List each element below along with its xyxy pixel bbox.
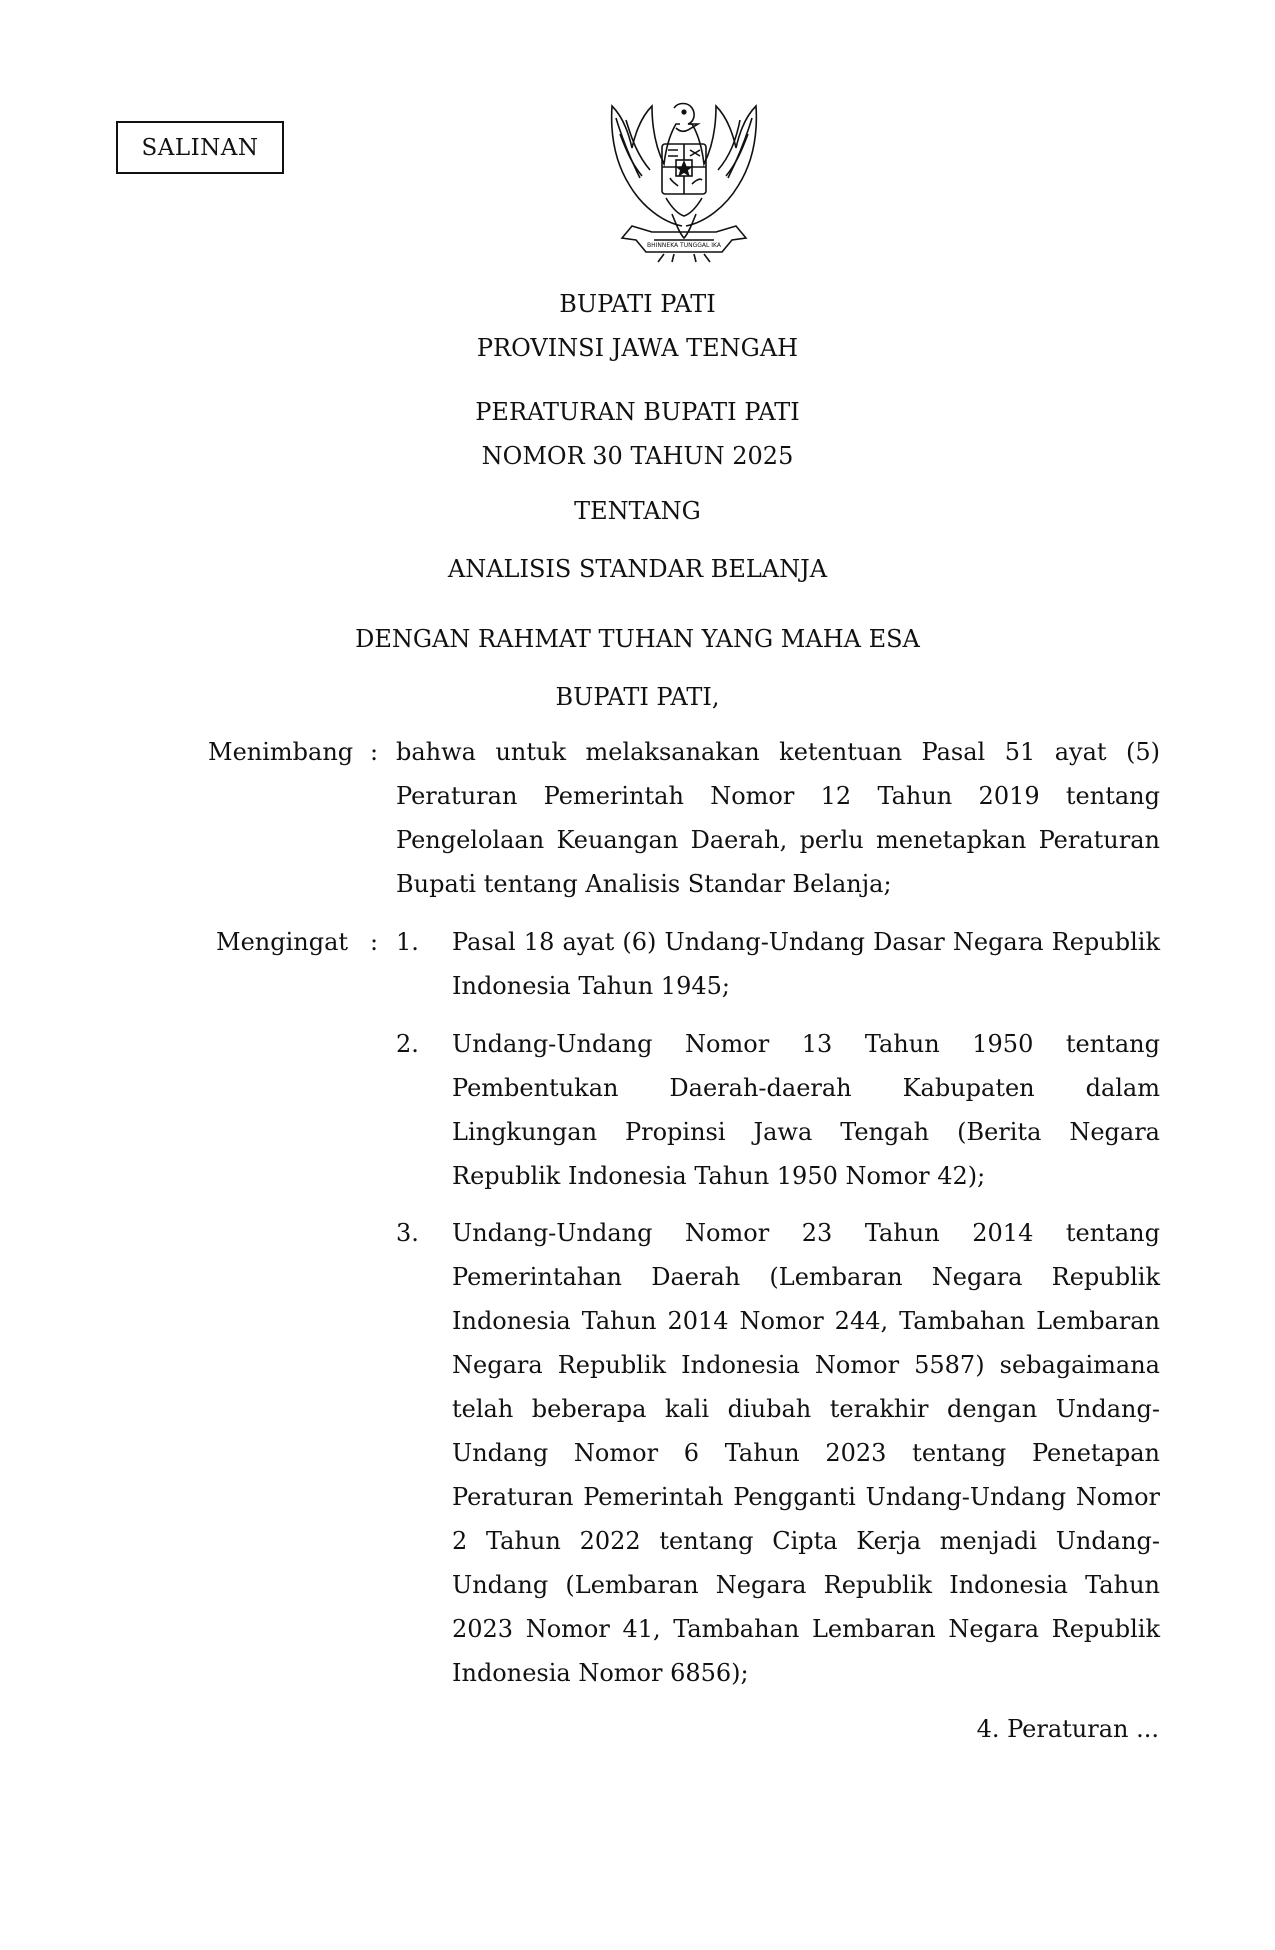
menimbang-line: bahwa untuk melaksanakan ketentuan Pasal 51 ayat (5) — [396, 738, 1160, 766]
menimbang-line: Bupati tentang Analisis Standar Belanja; — [396, 870, 892, 898]
header-peraturan: PERATURAN BUPATI PATI — [475, 398, 800, 426]
header-nomor: NOMOR 30 TAHUN 2025 — [481, 442, 794, 470]
garuda-emblem-icon — [602, 94, 766, 264]
mengingat-item-3-number: 3. — [396, 1219, 419, 1247]
item-line: Undang-Undang Nomor 13 Tahun 1950 tentang — [452, 1030, 1160, 1058]
item-line: Pemerintahan Daerah (Lembaran Negara Republik — [452, 1263, 1160, 1291]
item-line: Undang (Lembaran Negara Republik Indonesia Tahun — [452, 1571, 1160, 1599]
menimbang-colon: : — [370, 738, 379, 766]
header-tentang: TENTANG — [574, 497, 701, 525]
item-line: Republik Indonesia Tahun 1950 Nomor 42); — [452, 1162, 986, 1190]
item-line: Pasal 18 ayat (6) Undang-Undang Dasar Negara Republik — [452, 928, 1160, 956]
mengingat-item-2-number: 2. — [396, 1030, 419, 1058]
mengingat-item-3-text — [452, 1211, 1160, 1695]
item-line: 2023 Nomor 41, Tambahan Lembaran Negara Republik — [452, 1615, 1160, 1643]
salinan-stamp: SALINAN — [116, 121, 284, 174]
mengingat-item-2-text — [452, 1022, 1160, 1198]
menimbang-line: Pengelolaan Keuangan Daerah, perlu menetapkan Peraturan — [396, 826, 1160, 854]
item-line: Lingkungan Propinsi Jawa Tengah (Berita Negara — [452, 1118, 1160, 1146]
item-line: telah beberapa kali diubah terakhir dengan Undang- — [452, 1395, 1160, 1423]
header-title: ANALISIS STANDAR BELANJA — [447, 555, 828, 583]
menimbang-label: Menimbang — [208, 738, 354, 766]
header-rahmat: DENGAN RAHMAT TUHAN YANG MAHA ESA — [355, 625, 920, 653]
menimbang-text — [396, 730, 1160, 906]
item-line: Indonesia Nomor 6856); — [452, 1659, 749, 1687]
menimbang-line: Peraturan Pemerintah Nomor 12 Tahun 2019 tentang — [396, 782, 1160, 810]
header-provinsi: PROVINSI JAWA TENGAH — [476, 334, 799, 362]
item-line: 2 Tahun 2022 tentang Cipta Kerja menjadi Undang- — [452, 1527, 1160, 1555]
item-line: Undang Nomor 6 Tahun 2023 tentang Penetapan — [452, 1439, 1160, 1467]
item-line: Negara Republik Indonesia Nomor 5587) sebagaimana — [452, 1351, 1160, 1379]
mengingat-item-1-text — [452, 920, 1160, 1008]
next-page-indicator: 4. Peraturan ... — [976, 1715, 1159, 1743]
item-line: Peraturan Pemerintah Pengganti Undang-Undang Nomor — [452, 1483, 1160, 1511]
mengingat-label: Mengingat — [216, 928, 349, 956]
mengingat-item-1-number: 1. — [396, 928, 419, 956]
item-line: Undang-Undang Nomor 23 Tahun 2014 tentang — [452, 1219, 1160, 1247]
header-bupati: BUPATI PATI — [559, 290, 716, 318]
mengingat-colon: : — [370, 928, 379, 956]
item-line: Indonesia Tahun 2014 Nomor 244, Tambahan Lembaran — [452, 1307, 1160, 1335]
item-line: Indonesia Tahun 1945; — [452, 972, 730, 1000]
svg-text:BHINNEKA TUNGGAL IKA: BHINNEKA TUNGGAL IKA — [647, 242, 721, 249]
item-line: Pembentukan Daerah-daerah Kabupaten dalam — [452, 1074, 1160, 1102]
header-bupati-pati: BUPATI PATI, — [555, 683, 720, 711]
